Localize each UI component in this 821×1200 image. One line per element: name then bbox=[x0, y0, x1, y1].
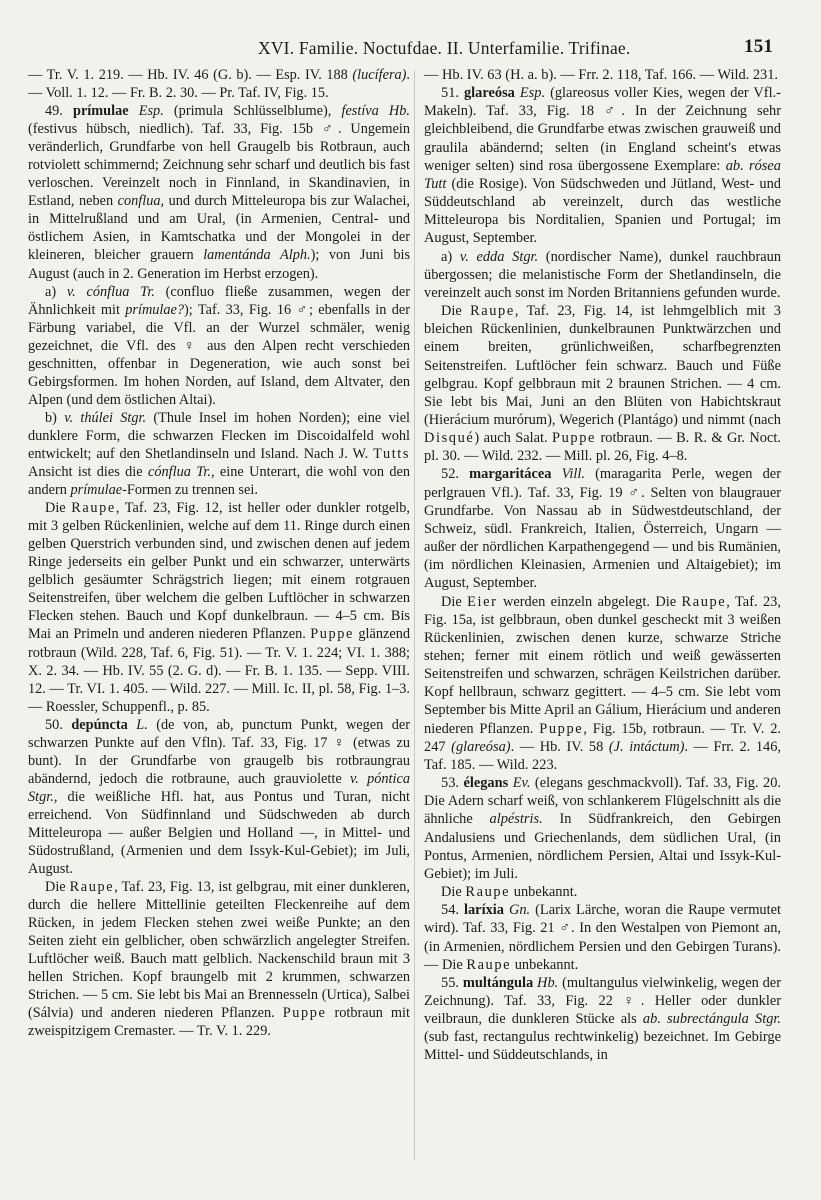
text-run: (multangulus vielwinkelig, wegen der Zeichnung). Taf. 33, Fig. 22 ♀. Heller oder dunkler veilbraun, die dunkleren Stücke als bbox=[424, 974, 781, 1028]
text-run: ); Taf. 33, Fig. 16 ♂; ebenfalls in der Färbung variabel, die Vfl. an der Wurzel schmäler, wenig gezeichnet, die Vfl. des ♀ aus den Alpen recht verschieden geschnitten, offenbar in Degeneration, wie auch sonst bei Gebirgsformen. Im hohen Norden, auf Island, dem Altvater, den Alpen (und dem östlichen Altai). bbox=[28, 301, 410, 408]
text-run: (Thule Insel im hohen Norden); eine viel dunklere Form, die schwarzen Flecken im Discoidalfeld wohl entwickelt; auf den Shetlandinseln und Island. Nach J. W. bbox=[28, 409, 411, 462]
text-run: — Tr. V. 1. 219. — Hb. IV. 46 (G. b). — Esp. IV. 188 bbox=[28, 67, 353, 83]
text-run: v. thúlei Stgr. bbox=[64, 409, 147, 426]
species-name: laríxia bbox=[463, 902, 504, 919]
text-run: Esp. bbox=[519, 85, 546, 102]
text-run: Die bbox=[441, 593, 468, 610]
text-run: Tutts bbox=[373, 445, 410, 462]
paragraph-l2 bbox=[28, 283, 410, 409]
text-run: , Taf. 23, Fig. 15a, ist gelbbraun, oben dunkel gescheckt mit 3 weißen Rückenlinien, zwischen denen kurze, schwarze Striche stehen; ferner mit einem rötlich und weiß gewässerten Seitenstreifen und schwarzen, schrägen Keilstrichen darüber. Kopf hellbraun, schwarz gegittert. — 4–5 cm. Sie lebt vom September bis Mitte April an Gálium, Hierácium und anderen niederen Pflanzen. bbox=[424, 593, 781, 737]
text-run: (de von, ab, punctum Punkt, wegen der schwarzen Punkte auf den Vfln). Taf. 33, Fig. 17 ♀ (etwas zu bunt). In der Grundfarbe von graugelb bis rotbraungrau abändernd, jedoch die rotbraune, auch grauviolette bbox=[28, 716, 411, 787]
species-name: multángula bbox=[462, 974, 534, 991]
text-run: (primula Schlüsselblume), bbox=[163, 103, 342, 120]
text-run: (J. intáctum) bbox=[608, 738, 685, 755]
text-run: (glareosus voller Kies, wegen der Vfl.-Makeln). Taf. 33, Fig. 18 ♂. In der Zeichnung sehr gleichbleibend, die Grundfarbe etwas zwischen grauweiß und graulila abändernd; selten (in England scheint's etwas weniger selten) sind rosa übergossene Exemplare: bbox=[424, 85, 781, 174]
running-header bbox=[0, 38, 821, 68]
species-name: élegans bbox=[463, 775, 509, 792]
text-run: Raupe bbox=[69, 879, 115, 896]
text-run: Puppe bbox=[282, 1005, 327, 1022]
text-run: Ansicht ist dies die bbox=[28, 464, 148, 481]
paragraph-r0 bbox=[424, 66, 781, 84]
text-run: die weißliche Hfl. hat, aus Pontus und Turan, nicht erreichend. Von Südfinnland und Südschweden ab durch Mitteleuropa — außer Belgien und Holland —, in Mittel- und Südostrußland, (Armenien und dem Issyk-Kul-Gebiet); im Juli, August. bbox=[28, 788, 410, 878]
paragraph-l0 bbox=[28, 66, 410, 102]
text-run: Puppe bbox=[539, 720, 584, 737]
text-run: Die bbox=[441, 884, 466, 901]
text-run: , Taf. 23, Fig. 14, ist lehmgelblich mit 3 bleichen Rückenlinien, dunkelbraunen Punktwärzchen und einem breiten, grünlichweißen, scharfbegrenzten Seitenstreifen. Luftlöcher fein schwarz. Bauch und Füße gelbgrau. Kopf gelbbraun mit 2 braunen Strichen. — 4 cm. Sie lebt bis Mai, Juni an den Blüten von Habichtskraut (Hierácium murórum), Wegerich (Plantágo) und nimmt (nach bbox=[424, 303, 781, 428]
text-run: -Formen zu trennen sei. bbox=[122, 482, 258, 499]
text-run: , eine Unterart, die wohl von den andern bbox=[28, 464, 410, 499]
text-run: v. cónflua Tr. bbox=[66, 283, 155, 300]
text-run: , Taf. 23, Fig. 13, ist gelbgrau, mit einer dunkleren, durch die hellere Mittellinie geteilten Fleckenreihe auf dem Rücken, in jedem Flecken stehen zwei weiße Punkte; an den Seiten zieht ein gelblicher, oben schwärzlich angelegter Streifen. Luftlöcher weiß. Bauch matt gelblich. Nackenschild braun mit 3 hellen Strichen. Kopf braungelb mit 2 krummen, schwarzen Strichen. — 5 cm. Sie lebt bis Mai an Brennesseln (Urtica), Salbei (Sálvia) und anderen niederen Pflanzen. bbox=[28, 879, 410, 1022]
text-run: rotbraun mit zweispitzigem Cremaster. — Tr. V. 1. 229. bbox=[28, 1005, 410, 1040]
text-run: 49. bbox=[45, 103, 73, 120]
right-column bbox=[424, 66, 781, 1065]
text-run: 53. bbox=[441, 775, 464, 792]
species-name: depúncta bbox=[71, 716, 128, 733]
text-run: Hb. bbox=[537, 974, 559, 991]
text-run: . — Voll. 1. 12. — Fr. B. 2. 30. — Pr. Taf. IV, Fig. 15. bbox=[28, 67, 410, 102]
left-column bbox=[28, 66, 410, 1041]
text-run: conflua, bbox=[117, 193, 165, 210]
text-run: , Taf. 23, Fig. 12, ist heller oder dunkler rotgelb, mit 3 gelben Rückenlinien, welche auf dem 11. Ringe durch einen gelben Querstrich verbunden sind, und zwischen denen auf jedem Ringe jederseits ein gelber Punkt und ein schwarzer, unterwärts gelblich gesäumter Schrägstrich liegen; mit einem rotgrauen Seitenstreifen, über welchem die gelben Luftlöcher in schwarzen Flecken stehen. Bauch und Kopf dunkelbraun. — 4–5 cm. Bis Mai an Primeln und anderen niederen Pflanzen. bbox=[28, 500, 410, 643]
text-run bbox=[551, 466, 561, 482]
text-run: (lucífera) bbox=[352, 67, 407, 83]
text-run: (elegans geschmackvoll). Taf. 33, Fig. 20. Die Adern scharf weiß, von schlankerem Flügelschnitt als die ähnliche bbox=[424, 775, 781, 828]
text-run: ); von Juni bis August (auch in 2. Generation im Herbst erzogen). bbox=[28, 247, 411, 282]
text-run: L. bbox=[136, 716, 148, 733]
text-run: alpéstris. bbox=[489, 811, 543, 828]
text-run: 52. bbox=[441, 466, 470, 483]
page-number: 151 bbox=[744, 36, 774, 57]
paragraph-l6 bbox=[28, 878, 410, 1040]
text-run: a) bbox=[45, 283, 67, 300]
text-run: 51. bbox=[441, 85, 464, 102]
text-run: ab. rósea Tutt bbox=[424, 157, 781, 192]
text-run: Puppe bbox=[310, 626, 354, 643]
text-run: unbekannt. bbox=[510, 884, 578, 901]
text-run: (maragarita Perle, wegen der perlgrauen Vfl.). Taf. 33, Fig. 19 ♂. Selten von blaugrauer Grundfarbe. Von Nassau ab in Südwestdeutschland, der Schweiz, südl. Frankreich, Italien, Österreich, Ungarn — außer der nördlichen Karpathengegend — und bis Rumänien, (im nördlichen Kleinasien, Armenien und Altaigebiet); im August, September. bbox=[424, 466, 781, 592]
paragraph-r2 bbox=[424, 248, 781, 302]
text-run: In Südfrankreich, den Gebirgen Andalusiens und Griechenlands, dem südlichen Ural, (in Pontus, Armenien, nördlichem Persien, Altai und Issyk-Kul-Gebiet); im Juli. bbox=[424, 811, 781, 882]
header-title: XVI. Familie. Noctufdae. II. Unterfamilie. Trifinae. bbox=[258, 38, 631, 58]
text-run: Raupe bbox=[71, 500, 116, 517]
text-run: 50. bbox=[45, 716, 72, 733]
paragraph-r3 bbox=[424, 302, 781, 465]
paragraph-l5 bbox=[28, 716, 410, 878]
column-divider bbox=[414, 70, 415, 1160]
text-run: (sub fast, rectangulus rechtwinkelig) bezeichnet. Im Gebirge Mittel- und Süddeutschlands, in bbox=[424, 1029, 781, 1064]
text-run: (festivus hübsch, niedlich). Taf. 33, Fig. 15b ♂. Ungemein veränderlich, Grundfarbe von hell Graugelb bis Rotbraun, auch rotviolett schimmernd; Zeichnung sehr scharf und deutlich bis fast verloschen. Vereinzelt noch in Finnland, in Skandinavien, in Estland, neben bbox=[28, 121, 410, 210]
text-run: cónflua Tr. bbox=[148, 464, 211, 481]
text-run: Eier bbox=[467, 593, 498, 610]
text-run: lamentánda Alph. bbox=[203, 247, 311, 264]
text-run: , Fig. 15b, rotbraun. — Tr. V. 2. 247 bbox=[424, 720, 781, 755]
paragraph-l4 bbox=[28, 499, 410, 716]
text-run: v. póntica Stgr., bbox=[28, 770, 410, 805]
text-run: und durch Mitteleuropa bis zur Walachei, in Mittelrußland und am Ural, (in Armenien, Central- und östlichem Asien, in Kamtschatka und der Mongolei in der kleineren, bleicher grauern bbox=[28, 193, 410, 264]
text-run: 54. bbox=[441, 902, 464, 919]
text-run: Esp. bbox=[138, 103, 164, 120]
text-run: (nordischer Name), dunkel rauchbraun übergossen; die melanistische Form der Shetlandinseln, die vereinzelt auch sonst im Norden Britanniens gefunden wurde. bbox=[424, 248, 782, 301]
text-run: unbekannt. bbox=[511, 956, 579, 973]
paragraph-r8 bbox=[424, 901, 781, 974]
text-run: glänzend rotbraun (Wild. 228, Taf. 6, Fig. 51). — Tr. V. 1. 224; VI. 1. 388; X. 2. 34. — Hb. IV. 55 (2. G. d). — Fr. B. 1. 135. — Sepp. VIII. 12. — Tr. VI. 1. 405. — Wild. 227. — Mill. Ic. II, pl. 58, Fig. 1–3. — Roessler, Schuppenfl., p. 85. bbox=[28, 626, 410, 715]
paragraph-r7 bbox=[424, 883, 781, 901]
species-name: glareósa bbox=[463, 85, 515, 102]
text-run: (Larix Lärche, woran die Raupe vermutet wird). Taf. 33, Fig. 21 ♂. In den Westalpen von Piemont an, (in Armenien, nördlichem Persien und den Gebirgen Turans). — Die bbox=[424, 902, 781, 973]
text-run: . — Frr. 2. 146, Taf. 185. — Wild. 223. bbox=[424, 738, 782, 773]
text-run: — Hb. IV. 63 (H. a. b). — Frr. 2. 118, Taf. 166. — Wild. 231. bbox=[424, 67, 779, 83]
text-run: a) bbox=[441, 248, 460, 265]
text-run: (confluo fließe zusammen, wegen der Ähnlichkeit mit bbox=[28, 283, 410, 318]
paragraph-r4 bbox=[424, 465, 781, 592]
text-run: ) auch Salat. bbox=[474, 430, 553, 447]
paragraph-r9 bbox=[424, 974, 781, 1065]
text-run: prímulae? bbox=[125, 301, 185, 318]
species-name: prímulae bbox=[73, 103, 129, 120]
paragraph-r1 bbox=[424, 84, 781, 247]
text-run: v. edda Stgr. bbox=[459, 248, 539, 265]
paragraph-l1 bbox=[28, 102, 410, 282]
text-run: prímulae bbox=[70, 482, 123, 499]
text-run: Raupe bbox=[466, 956, 512, 973]
text-run: Raupe bbox=[465, 884, 511, 901]
text-run: Disqué bbox=[424, 430, 475, 447]
text-run: ab. subrectángula Stgr. bbox=[642, 1011, 781, 1028]
text-run: Die bbox=[45, 500, 72, 517]
text-run: (glareósa) bbox=[451, 738, 511, 755]
text-run: Vill. bbox=[561, 466, 585, 483]
paragraph-l3 bbox=[28, 409, 410, 499]
text-run bbox=[129, 103, 139, 119]
text-run: (die Rosige). Von Südschweden und Jütland, West- und Süddeutschland ab vereinzelt, durch das westliche Mitteleuropa bis Norditalien, Spanien und Portugal; im August, September. bbox=[424, 175, 781, 247]
text-run: Puppe bbox=[552, 430, 597, 447]
text-run: Die bbox=[45, 879, 70, 896]
paragraph-r5 bbox=[424, 593, 781, 775]
text-run bbox=[128, 717, 136, 733]
text-run: Ev. bbox=[512, 775, 531, 792]
text-run: werden einzeln abgelegt. Die bbox=[497, 593, 682, 610]
text-run: rotbraun. — B. R. & Gr. Noct. pl. 30. — Wild. 232. — Mill. pl. 26, Fig. 4–8. bbox=[424, 430, 781, 465]
text-run: Gn. bbox=[508, 902, 531, 919]
text-run: festíva Hb. bbox=[341, 103, 410, 120]
paragraph-r6 bbox=[424, 774, 781, 883]
species-name: margaritácea bbox=[469, 466, 552, 483]
text-run: Die bbox=[441, 303, 471, 320]
text-run: Raupe bbox=[681, 593, 727, 610]
text-run: 55. bbox=[441, 974, 463, 991]
text-run: Raupe bbox=[470, 303, 515, 320]
text-run: b) bbox=[45, 409, 65, 426]
text-run: . — Hb. IV. 58 bbox=[510, 738, 609, 755]
